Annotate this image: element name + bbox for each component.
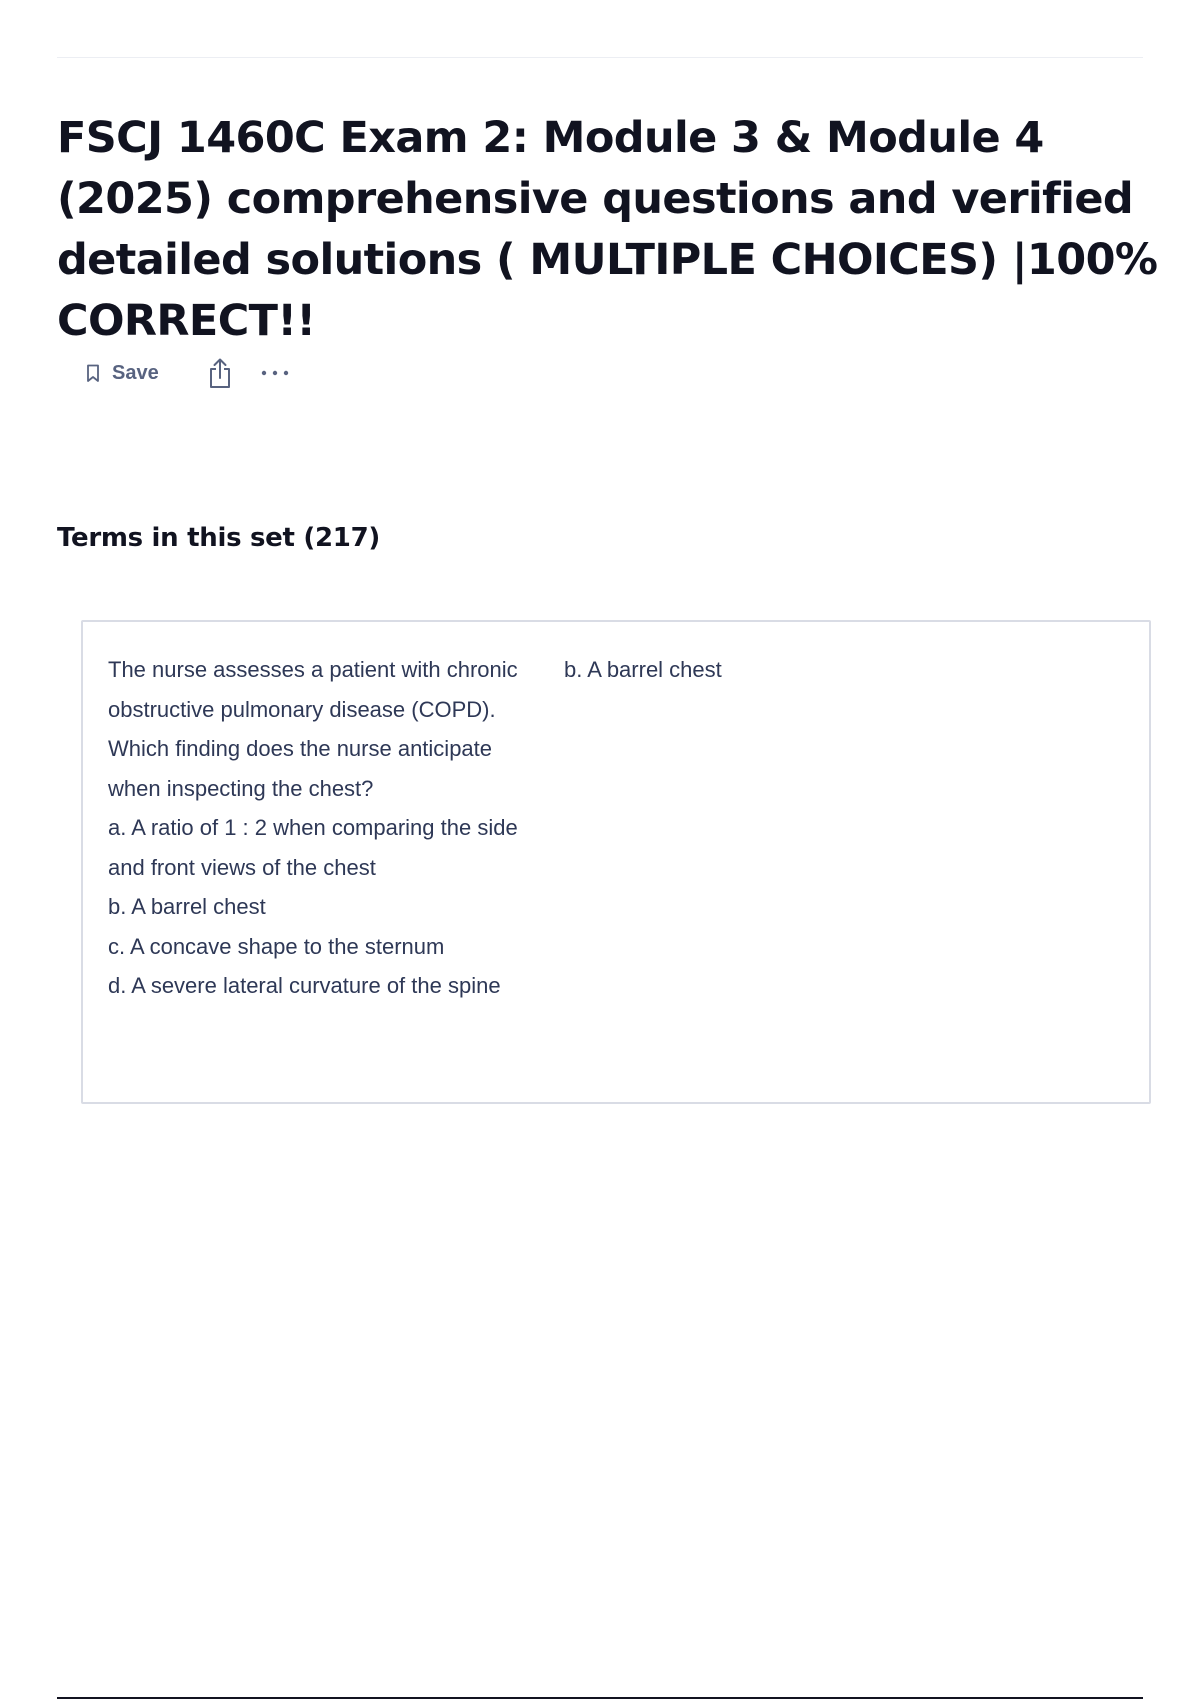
- definition-side: b. A barrel chest: [564, 657, 722, 682]
- share-button[interactable]: [207, 357, 233, 389]
- bottom-divider: [57, 1697, 1143, 1699]
- term-card: [81, 620, 1151, 1104]
- save-button[interactable]: [86, 362, 159, 385]
- term-option-c: c. A concave shape to the sternum: [108, 933, 445, 959]
- term-option-a: a. A ratio of 1 : 2 when comparing the side and front views of the chest: [108, 815, 518, 880]
- term-option-b: b. A barrel chest: [108, 894, 266, 919]
- top-divider: [57, 57, 1143, 58]
- term-question: The nurse assesses a patient with chronic obstructive pulmonary disease (COPD). Which finding does the nurse anticipate when inspecting the chest?: [108, 657, 518, 801]
- term-side: [108, 650, 528, 1006]
- term-option-d: d. A severe lateral curvature of the spine: [108, 973, 501, 998]
- more-options-button[interactable]: [260, 369, 290, 377]
- bookmark-icon: [86, 364, 100, 383]
- more-horizontal-icon: [260, 369, 290, 377]
- terms-count-heading: Terms in this set (217): [57, 523, 380, 553]
- save-label: Save: [112, 361, 159, 384]
- page-title: FSCJ 1460C Exam 2: Module 3 & Module 4 (2025) comprehensive questions and verified detailed solutions ( MULTIPLE CHOICES) |100% CORRECT!!: [57, 113, 1158, 346]
- share-icon: [207, 357, 233, 389]
- set-toolbar: [86, 355, 290, 391]
